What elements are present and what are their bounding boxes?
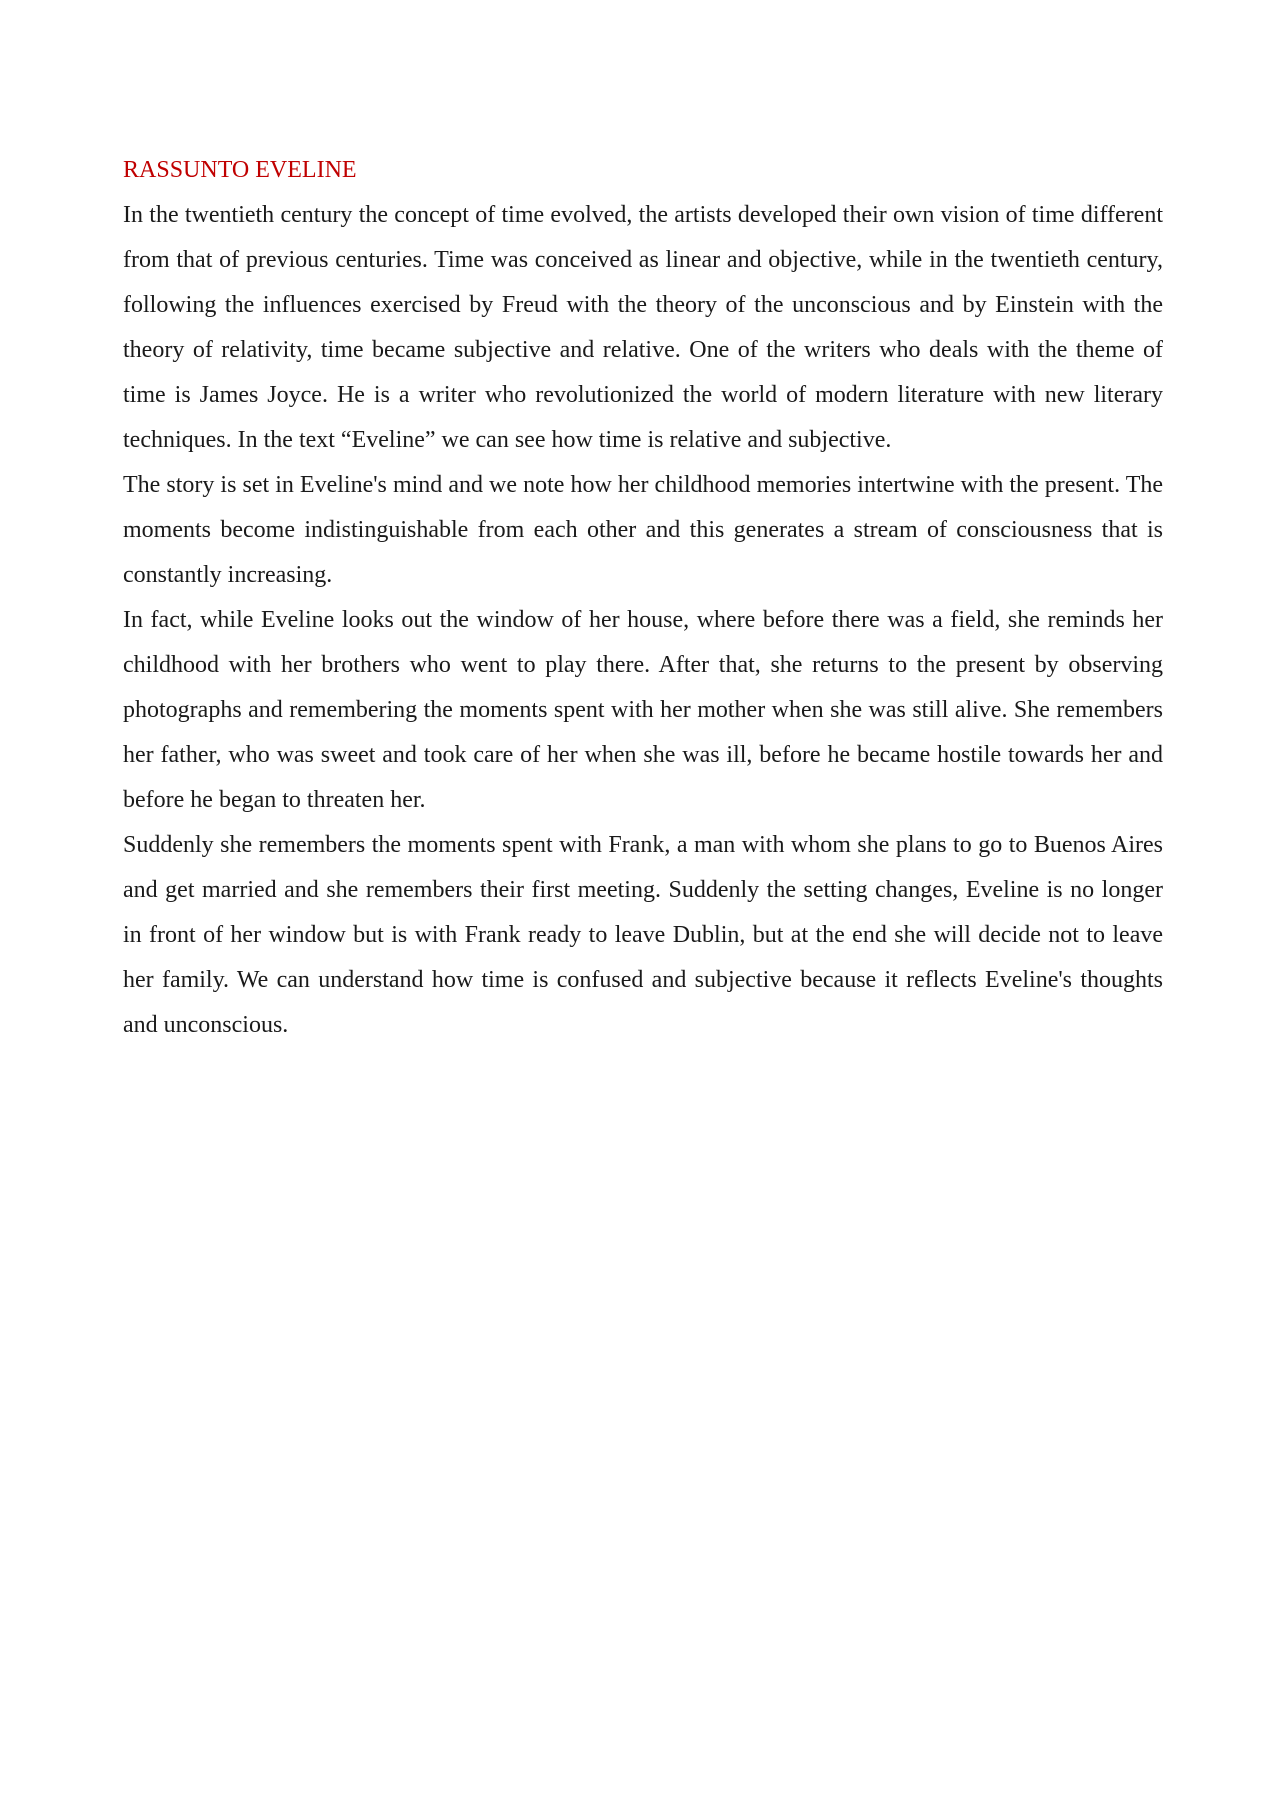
paragraph-frank: Suddenly she remembers the moments spent with Frank, a man with whom she plans to go to Buenos Aires and get married and she remembers their first meeting. Suddenly the setting changes, Eveline is no longer in front of her window but is with Frank ready to leave Dublin, but at the end she will decide not to leave her family. We can understand how time is confused and subjective because it reflects Eveline's thoughts and unconscious. xyxy=(123,832,1163,1038)
document-body xyxy=(123,148,1163,1048)
paragraph-memories: In fact, while Eveline looks out the window of her house, where before there was a field, she reminds her childhood with her brothers who went to play there. After that, she returns to the present by observing photographs and remembering the moments spent with her mother when she was still alive. She remembers her father, who was sweet and took care of her when she was ill, before he became hostile towards her and before he began to threaten her. xyxy=(123,607,1163,813)
paragraph-intro: In the twentieth century the concept of time evolved, the artists developed their own vision of time different from that of previous centuries. Time was conceived as linear and objective, while in the twentieth century, following the influences exercised by Freud with the theory of the unconscious and by Einstein with the theory of relativity, time became subjective and relative. One of the writers who deals with the theme of time is James Joyce. He is a writer who revolutionized the world of modern literature with new literary techniques. In the text “Eveline” we can see how time is relative and subjective. xyxy=(123,202,1163,453)
document-title: RASSUNTO EVELINE xyxy=(123,157,357,183)
paragraph-setting: The story is set in Eveline's mind and we note how her childhood memories intertwine with the present. The moments become indistinguishable from each other and this generates a stream of consciousness that is constantly increasing. xyxy=(123,472,1163,588)
